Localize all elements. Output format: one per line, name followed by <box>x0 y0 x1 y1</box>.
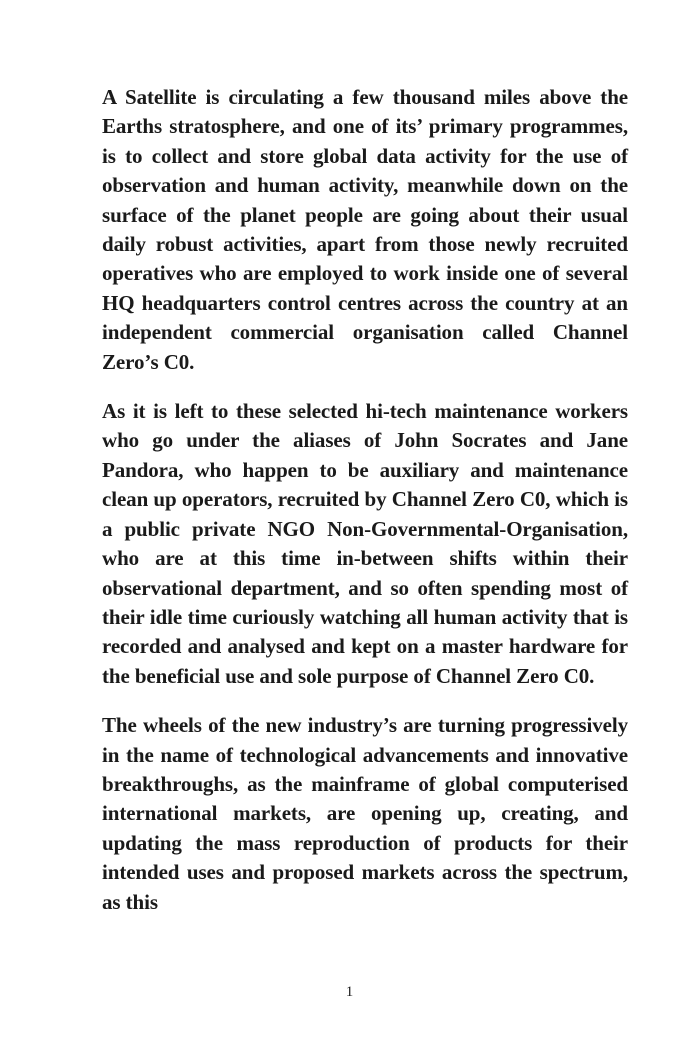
paragraph-3: The wheels of the new industry’s are turning progressively in the name of technological advancements and innovative breakthroughs, as the mainframe of global computerised international markets, are opening up, creating, and updating the mass reproduction of products for their intended uses and proposed markets across the spectrum, as this <box>102 713 628 914</box>
paragraph-1: A Satellite is circulating a few thousand miles above the Earths stratosphere, and one of its’ primary programmes, is to collect and store global data activity for the use of observation and human activity, meanwhile down on the surface of the planet people are going about their usual daily robust activities, apart from those newly recruited operatives who are employed to work inside one of several HQ headquarters control centres across the country at an independent commercial organisation called Channel Zero’s C0. <box>102 85 628 374</box>
page-body <box>102 83 628 937</box>
paragraph-2: As it is left to these selected hi-tech maintenance workers who go under the aliases of John Socrates and Jane Pandora, who happen to be auxiliary and maintenance clean up operators, recruited by Channel Zero C0, which is a public private NGO Non-Governmental-Organisation, who are at this time in-between shifts within their observational department, and so often spending most of their idle time curiously watching all human activity that is recorded and analysed and kept on a master hardware for the beneficial use and sole purpose of Channel Zero C0. <box>102 399 628 688</box>
page-number: 1 <box>345 984 354 1000</box>
